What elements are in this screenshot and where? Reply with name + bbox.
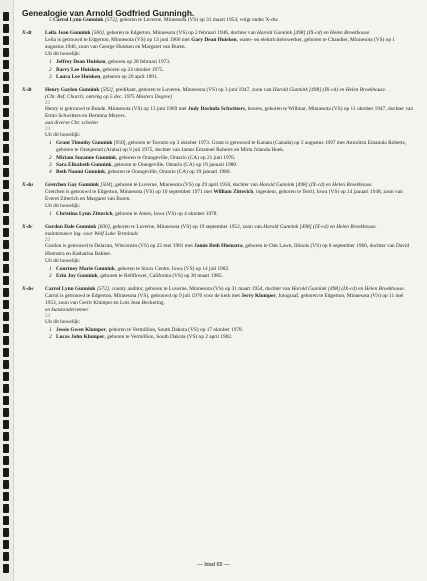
entry-annotation: [22, 307, 414, 314]
marriage-paragraph: [22, 106, 414, 120]
generation-code: X-du: [22, 181, 33, 188]
person-birth: , geboren te Luverne, Minnesota (VS) op 29 april 1950, dochter van: [112, 181, 258, 188]
children-list: [22, 327, 414, 341]
spouse-name: Jamie Beth Hiemstra: [194, 243, 243, 250]
person-entry: [22, 87, 414, 176]
person-entry: [22, 224, 414, 280]
child-name: Beth Naomi Gunnink: [56, 168, 105, 175]
binding-hole: [3, 48, 9, 57]
child-name: Lucas John Klumper: [56, 334, 105, 341]
child-number: 2: [49, 334, 52, 341]
entry-annotation: [22, 120, 414, 127]
person-ref: [830]: [97, 224, 110, 231]
entry-note: [22, 94, 414, 101]
marriage-text: Leila is getrouwd te Edgerton, Minnesota (VS) op 13 juni 1966 met: [45, 37, 190, 44]
binding-hole: [3, 276, 9, 285]
child-details: , geboren te Orangeville, Ontario (CA) op 21 juni 1976.: [115, 154, 236, 161]
binding-hole: [3, 36, 9, 45]
entry-paragraph: [22, 286, 414, 293]
child-number: 2: [49, 66, 52, 73]
binding-hole: [3, 444, 9, 453]
person-name: Leila Jean Gunnink: [45, 30, 91, 37]
binding-hole: [3, 468, 9, 477]
person-entry: [22, 286, 414, 342]
entry-paragraph: [22, 87, 414, 94]
binding-hole: [3, 216, 9, 225]
marker-23: 23: [45, 238, 50, 244]
child-number: 1: [49, 140, 52, 147]
binding-hole: [3, 108, 9, 117]
page-number: — blad 65 —: [197, 562, 230, 568]
binding-strip: [0, 0, 14, 581]
document-body: [22, 17, 414, 348]
binding-hole: [3, 156, 9, 165]
note-text: maintenance ing. voor Wolf Lake Terminals: [45, 231, 139, 238]
child-name: Barry Lee Huisken: [56, 66, 100, 73]
binding-hole: [3, 492, 9, 501]
binding-hole: [3, 120, 9, 129]
child-details: , geboren te Ames, Iowa (VS) op 4 oktober 1978.: [112, 211, 218, 218]
children-heading-text: Uit dit huwelijk:: [45, 319, 81, 326]
child-number: 2: [49, 154, 52, 161]
spouse-details: , water- en elektriciteitswerker, geboren te Chandler, Minnesota (VS) op 1 augustus 1946, zoon van George Huisken en Margaret van Buren.: [45, 37, 396, 51]
person-birth: , county auditor, geboren te Luverne, Minnesota (VS) op 31 maart 1954, dochter van: [108, 285, 291, 292]
binding-hole: [3, 456, 9, 465]
binding-hole: [3, 324, 9, 333]
generation-code: X-dv: [22, 224, 33, 231]
person-parents: Harold Gunnink [498] (IX-cd) en Helen Broekhouse.: [291, 285, 405, 292]
child-number: 1: [49, 59, 52, 66]
child-details: , geboren te Orangeville, Ontario (CA) op 19 januari 1980.: [111, 161, 238, 168]
children-list: [22, 211, 414, 218]
child-name: Courtney Marie Gunnink: [56, 265, 115, 272]
child-number: 3: [49, 73, 52, 80]
binding-hole: [3, 312, 9, 321]
person-ref: [500]: [91, 30, 104, 37]
generation-code: X-dw: [22, 285, 34, 292]
binding-hole: [3, 336, 9, 345]
binding-hole: [3, 300, 9, 309]
child-item: [49, 67, 414, 74]
binding-hole: [3, 72, 9, 81]
binding-hole: [3, 192, 9, 201]
spouse-name: William Zitterich: [213, 188, 254, 195]
binding-hole: [3, 180, 9, 189]
binding-hole: [3, 252, 9, 261]
binding-hole: [3, 360, 9, 369]
spouse-name: Judy Dorinda Schwitters: [187, 105, 245, 112]
child-details: , geboren te Sioux Centre, Iowa (VS) op 14 juli 1982.: [114, 265, 230, 272]
binding-hole: [3, 420, 9, 429]
child-number: 2: [49, 272, 52, 279]
binding-hole: [3, 84, 9, 93]
child-item: [49, 155, 414, 162]
child-number: 1: [49, 327, 52, 334]
intro-entry: [22, 17, 414, 24]
child-details: , geboren te Bellflower, California (VS) op 30 maart 1985.: [97, 272, 223, 279]
child-details: , geboren op 24 oktober 1975.: [99, 66, 164, 73]
child-item: [49, 162, 414, 169]
annotation-text: aan diverse Chr. scholen: [45, 120, 98, 127]
person-birth: , predikant, geboren te Luverne, Minnesota (VS) op 3 juni 1947, zoon van: [112, 86, 272, 93]
child-details: [950], geboren te Toronto op 3 oktober 1973. Grant is getrouwd te Kanata (Canada) op 2 augustus 1997 met Amoritzu Emanula Roberts, geboren te Oranjestad (Aruba) op 9 juli 1975, dochter van James Emanuel Roberts en Mirta Jolanda Hoek.: [56, 140, 407, 154]
binding-hole: [3, 480, 9, 489]
child-details: , geboren te Vermillion, South Dakota (VS) op 17 oktober 1978.: [105, 327, 244, 334]
children-heading-text: Uit dit huwelijk:: [45, 257, 81, 264]
marriage-text: Gordon is getrouwd te Delavan, Wisconsin (VS) op 22 mei 1981 met: [45, 243, 193, 250]
person-entry: [22, 182, 414, 218]
binding-hole: [3, 24, 9, 33]
child-number: 3: [49, 161, 52, 168]
generation-code: X-dt: [22, 86, 32, 93]
child-item: [49, 334, 414, 341]
binding-hole: [3, 132, 9, 141]
intro-name: Carrol Lynn Gunnink: [53, 17, 104, 23]
child-details: , geboren te Orangeville, Ontario (CA) op 19 januari 1980.: [105, 168, 231, 175]
intro-ref: [572]: [104, 17, 117, 23]
binding-hole: [3, 372, 9, 381]
children-heading: [22, 258, 414, 265]
child-item: [49, 59, 414, 66]
marriage-text: Gretchen is getrouwd te Edgerton, Minnesota (VS) op 10 september 1971 met: [45, 188, 213, 195]
person-parents: Harold Gunnink [498] (IX-cd) en Helen Broekhouse.: [272, 86, 387, 93]
child-item: [49, 211, 414, 218]
person-parents: Harold Gunnink [498] (IX-cd) en Helen Broekhouse.: [259, 181, 373, 188]
marriage-paragraph: [22, 243, 414, 257]
intro-rest: , geboren te Luverne, Minnesota (VS) op 31 maart 1954, volgt onder X-dw.: [116, 17, 279, 23]
binding-hole: [3, 348, 9, 357]
binding-hole: [3, 168, 9, 177]
child-item: [49, 169, 414, 176]
marriage-paragraph: [22, 293, 414, 307]
spouse-name: Gary Dean Huisken: [191, 37, 237, 44]
child-item: [49, 266, 414, 273]
marker-23: 23: [45, 100, 50, 106]
spouse-name: Jerry Klumper: [241, 293, 276, 299]
children-heading-text: Uit dit huwelijk:: [45, 132, 81, 139]
binding-hole: [3, 540, 9, 549]
intro-number: 5: [49, 17, 52, 23]
spouse-details: , geboren te Oak Lawn, Illinois (VS) op 8 september 1960, dochter van David Hiemstra en Katharina Bakker.: [45, 243, 410, 257]
marriage-text: Henry is getrouwd te Bunde, Minnesota (VS) op 13 juni 1969 met: [45, 105, 187, 112]
children-heading-text: Uit dit huwelijk:: [45, 203, 81, 210]
binding-hole: [3, 552, 9, 561]
child-item: [49, 273, 414, 280]
generation-code: X-dt: [22, 30, 32, 37]
spouse-details: , lerares, geboren te Willmar, Minnesota (VS) op 11 oktober 1947, dochter van Ermo Schwitters en Hermina Meyers.: [45, 105, 414, 120]
binding-hole: [3, 504, 9, 513]
binding-hole: [3, 204, 9, 213]
person-parents: Harold Gunnink [498] (IX-cd) en Helen Broekhouse.: [263, 224, 377, 231]
annotation-text: en kunstondernemer: [45, 307, 89, 314]
children-list: [22, 59, 414, 80]
person-parents: Harold Gunnink [498] (IX-cd) en Helen Broekhouse.: [257, 30, 371, 37]
entry-note: [22, 231, 414, 238]
child-name: Jessie Gwen Klumper: [56, 327, 106, 334]
children-heading: [22, 132, 414, 139]
child-item: [49, 140, 414, 154]
page-title: Genealogie van Arnold Godfried Gunningh.: [22, 7, 195, 18]
children-heading: [22, 203, 414, 210]
binding-hole: [3, 264, 9, 273]
child-details: , geboren te Vermillion, South Dakota (VS) op 2 april 1982.: [104, 334, 233, 341]
child-name: Miriam Suzanne Gunnink: [56, 154, 116, 161]
marriage-paragraph: [22, 37, 414, 51]
child-name: Christina Lynn Zitterich: [56, 211, 113, 218]
children-heading: [22, 51, 414, 58]
children-heading: [22, 319, 414, 326]
person-birth: , geboren te Edgerton, Minnesota (VS) op 2 februari 1946, dochter van: [103, 30, 256, 37]
person-name: Henry Gaylon Gunnink: [45, 86, 100, 93]
person-ref: [502]: [100, 86, 113, 93]
spouse-details: , fotograaf, geboren te Edgerton, Minnesota (VS) op 11 mei 1953, zoon van Gerrit Klumper en Lois Jean Beckering.: [45, 293, 404, 307]
binding-hole: [3, 96, 9, 105]
children-list: [22, 266, 414, 280]
marker-23: 23: [45, 127, 50, 133]
child-number: 4: [49, 168, 52, 175]
child-name: Grant Timothy Gunnink: [56, 140, 113, 147]
child-number: 1: [49, 265, 52, 272]
child-name: Erin Joy Gunnink: [56, 272, 98, 279]
binding-hole: [3, 516, 9, 525]
marker-23: 23: [45, 314, 50, 320]
child-name: Jeffrey Dean Huisken: [56, 59, 106, 66]
child-number: 1: [49, 211, 52, 218]
person-birth: , geboren te Luverne, Minnesota (VS) op 19 september 1952, zoon van: [109, 224, 262, 231]
binding-hole: [3, 396, 9, 405]
child-name: Laura Lee Huisken: [56, 73, 101, 80]
person-entry: [22, 30, 414, 81]
spouse-details: , ingenieur, geboren te Terril, Iowa (VS) op 14 januari 1948, zoon van Everet Zitterich en Margaret van Buren.: [45, 188, 403, 202]
binding-hole: [3, 384, 9, 393]
entry-paragraph: [22, 182, 414, 189]
binding-hole: [3, 228, 9, 237]
binding-hole: [3, 60, 9, 69]
note-text: (Chr. Ref. Church; ontving op 5 dec. 1975 Masters Degree): [45, 93, 172, 100]
children-heading-text: Uit dit huwelijk:: [45, 51, 81, 58]
binding-hole: [3, 288, 9, 297]
binding-hole: [3, 528, 9, 537]
marriage-text: Carrol is getrouwd te Edgerton, Minnesota (VS), getrouwd op 9 juli 1976 voor de kerk met: [45, 293, 240, 299]
person-name: Gretchen Gay Gunnink: [45, 181, 99, 188]
binding-hole: [3, 144, 9, 153]
person-name: Gordon Dale Gunnink: [45, 224, 97, 231]
marriage-paragraph: [22, 189, 414, 203]
binding-hole: [3, 12, 9, 21]
child-details: , geboren op 28 februari 1973.: [105, 59, 171, 66]
person-name: Carrol Lynn Gunnink: [45, 285, 96, 292]
binding-hole: [3, 408, 9, 417]
child-name: Sara Elizabeth Gunnink: [56, 161, 112, 168]
binding-hole: [3, 240, 9, 249]
child-item: [49, 74, 414, 81]
person-ref: [504]: [100, 181, 113, 188]
person-ref: [572]: [96, 285, 109, 292]
children-list: [22, 140, 414, 175]
child-details: , geboren op 20 april 1981.: [100, 73, 158, 80]
binding-hole: [3, 432, 9, 441]
